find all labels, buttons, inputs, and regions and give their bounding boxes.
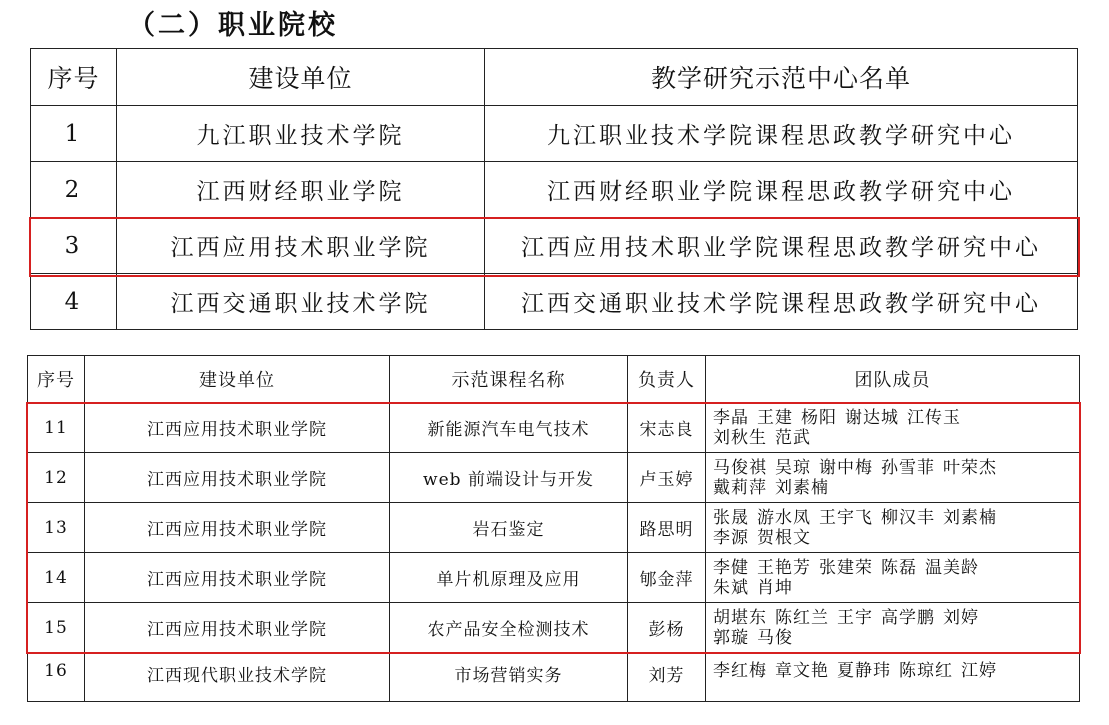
row-number: 4 — [31, 274, 117, 330]
unit-cell: 江西应用技术职业学院 — [85, 503, 390, 553]
team-member: 刘素楠 — [943, 507, 997, 528]
team-member: 江传玉 — [907, 407, 961, 428]
course-cell: 市场营销实务 — [390, 653, 628, 702]
team-member: 马俊祺 — [713, 457, 767, 478]
team-member: 王宇飞 — [819, 507, 873, 528]
header-cell: 序号 — [31, 49, 117, 106]
team-member: 肖坤 — [757, 577, 793, 598]
header-cell: 建设单位 — [117, 49, 485, 106]
lead-cell: 卢玉婷 — [628, 453, 706, 503]
table-row — [28, 503, 1080, 553]
team-member: 章文艳 — [775, 661, 829, 681]
unit-cell: 江西应用技术职业学院 — [85, 603, 390, 653]
team-member: 陈磊 — [881, 557, 917, 578]
team-member: 王建 — [757, 407, 793, 428]
row-number: 2 — [31, 162, 117, 218]
course-cell: 新能源汽车电气技术 — [390, 403, 628, 453]
team-member: 柳汉丰 — [881, 507, 935, 528]
row-number: 3 — [31, 218, 117, 274]
center-cell: 江西交通职业技术学院课程思政教学研究中心 — [485, 274, 1078, 330]
table-row — [28, 653, 1080, 702]
course-cell: web 前端设计与开发 — [390, 453, 628, 503]
team-member: 朱斌 — [713, 577, 749, 598]
table-row — [28, 403, 1080, 453]
row-number: 12 — [28, 453, 85, 503]
team-member: 李健 — [713, 557, 749, 578]
team-cell — [706, 603, 1080, 653]
unit-cell: 江西交通职业技术学院 — [117, 274, 485, 330]
header-cell: 示范课程名称 — [390, 356, 628, 403]
team-member: 王宇 — [837, 607, 873, 628]
team-member: 郭璇 — [713, 627, 749, 648]
course-cell: 农产品安全检测技术 — [390, 603, 628, 653]
team-member: 江婷 — [961, 661, 997, 681]
team-member: 杨阳 — [801, 407, 837, 428]
team-member: 贺根文 — [757, 527, 811, 548]
team-member: 戴莉萍 — [713, 477, 767, 498]
unit-cell: 江西财经职业学院 — [117, 162, 485, 218]
row-number: 15 — [28, 603, 85, 653]
team-cell — [706, 453, 1080, 503]
team-member: 胡堪东 — [713, 607, 767, 628]
team-member: 吴琼 — [775, 457, 811, 478]
header-cell: 团队成员 — [706, 356, 1080, 403]
team-cell — [706, 653, 1080, 702]
unit-cell: 江西应用技术职业学院 — [85, 553, 390, 603]
lead-cell: 宋志良 — [628, 403, 706, 453]
team-member: 刘素楠 — [775, 477, 829, 498]
table-header-row — [28, 356, 1080, 403]
center-cell: 九江职业技术学院课程思政教学研究中心 — [485, 106, 1078, 162]
unit-cell: 江西现代职业技术学院 — [85, 653, 390, 702]
team-member: 谢达城 — [845, 407, 899, 428]
table-row — [28, 603, 1080, 653]
team-member: 陈琼红 — [899, 661, 953, 681]
team-cell — [706, 503, 1080, 553]
table-row — [31, 162, 1078, 218]
team-member: 高学鹏 — [881, 607, 935, 628]
table-row — [28, 453, 1080, 503]
team-member: 李晶 — [713, 407, 749, 428]
demo-course-table — [27, 355, 1080, 702]
unit-cell: 江西应用技术职业学院 — [85, 453, 390, 503]
team-member: 范武 — [775, 427, 811, 448]
section-heading: （二）职业院校 — [128, 10, 338, 41]
table-row — [31, 106, 1078, 162]
lead-cell: 路思明 — [628, 503, 706, 553]
unit-cell: 江西应用技术职业学院 — [85, 403, 390, 453]
team-member: 游水凤 — [757, 507, 811, 528]
team-member: 王艳芳 — [757, 557, 811, 578]
header-cell: 负责人 — [628, 356, 706, 403]
team-member: 张晟 — [713, 507, 749, 528]
team-member: 刘秋生 — [713, 427, 767, 448]
row-number: 14 — [28, 553, 85, 603]
team-cell — [706, 403, 1080, 453]
team-member: 张建荣 — [819, 557, 873, 578]
lead-cell: 彭杨 — [628, 603, 706, 653]
header-cell: 教学研究示范中心名单 — [485, 49, 1078, 106]
team-member: 夏静玮 — [837, 661, 891, 681]
course-cell: 单片机原理及应用 — [390, 553, 628, 603]
team-member: 刘婷 — [943, 607, 979, 628]
lead-cell: 刘芳 — [628, 653, 706, 702]
team-member: 温美龄 — [925, 557, 979, 578]
team-cell — [706, 553, 1080, 603]
teaching-center-table — [30, 48, 1078, 330]
row-number: 1 — [31, 106, 117, 162]
team-member: 叶荣杰 — [943, 457, 997, 478]
team-member: 孙雪菲 — [881, 457, 935, 478]
team-member: 李红梅 — [713, 661, 767, 681]
center-cell: 江西财经职业学院课程思政教学研究中心 — [485, 162, 1078, 218]
course-cell: 岩石鉴定 — [390, 503, 628, 553]
row-number: 11 — [28, 403, 85, 453]
unit-cell: 江西应用技术职业学院 — [117, 218, 485, 274]
team-member: 陈红兰 — [775, 607, 829, 628]
lead-cell: 郇金萍 — [628, 553, 706, 603]
header-cell: 序号 — [28, 356, 85, 403]
row-number: 16 — [28, 653, 85, 702]
team-member: 马俊 — [757, 627, 793, 648]
table-row — [28, 553, 1080, 603]
table-row — [31, 218, 1078, 274]
header-cell: 建设单位 — [85, 356, 390, 403]
row-number: 13 — [28, 503, 85, 553]
table-header-row — [31, 49, 1078, 106]
team-member: 李源 — [713, 527, 749, 548]
unit-cell: 九江职业技术学院 — [117, 106, 485, 162]
table-row — [31, 274, 1078, 330]
team-member: 谢中梅 — [819, 457, 873, 478]
center-cell: 江西应用技术职业学院课程思政教学研究中心 — [485, 218, 1078, 274]
